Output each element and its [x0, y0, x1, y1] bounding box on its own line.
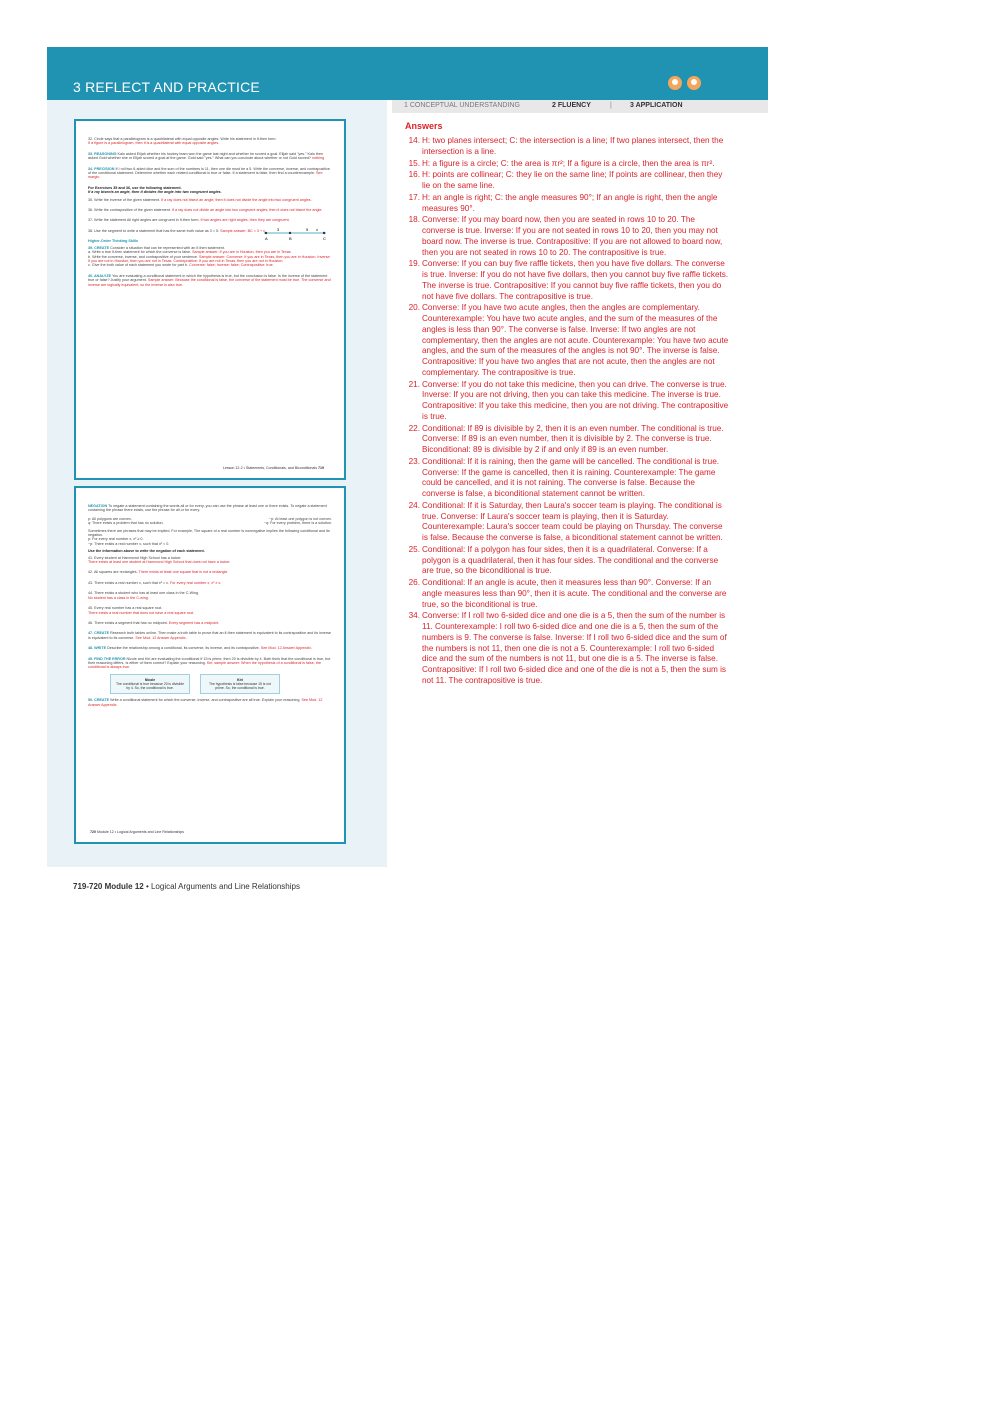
page-720-number: 720: [90, 830, 96, 834]
answer-text: H: an angle is right; C: the angle measures 90°; If an angle is right, then the angle measures 90°.: [422, 192, 720, 213]
q49-text: Nicole and Kiri are evaluating the conditional If 15 is prime, then 20 is divisible by 4. Both think that the conditional is true, but their reasoning differs. Is either of them correct? Explain your reasoning.: [88, 656, 331, 665]
hots-heading: Higher-Order Thinking Skills: [88, 239, 138, 244]
exercise-statement: If a ray bisects an angle, then it divides the angle into two congruent angles.: [88, 190, 222, 195]
q48-answer: See Mod. 12 Answer Appendix.: [260, 646, 313, 651]
q35-text: 35. Write the inverse of the given statement.: [88, 197, 161, 202]
answer-text: Converse: If you may board now, then you are seated in rows 10 to 20. The converse is true. Inverse: If you are not seated in rows 10 to 20, then you may not board now. The inverse is true. Contrapositive: If you are not allowed to board now, then you are not seated in rows 10 to 20. The contrapositive is true.: [422, 215, 725, 257]
negation-heading: Use the information above to write the negation of each statement.: [88, 549, 205, 554]
q43-text: 43. There exists a real number x, such that x² = x.: [88, 580, 169, 585]
page-720-footer-text: Module 12 • Logical Arguments and Line Relationships: [97, 830, 184, 834]
header-icons: [668, 76, 701, 90]
answer-item: [405, 611, 730, 686]
answer-text: Converse: If I roll two 6-sided dice and one die is a 5, then the sum of the number is 11. Counterexample: I roll two 6-sided dice and one die is a 5, then the sum of the numbers is 9. The converse is false. Inverse: If I roll two 6-sided dice and the sum of the numbers is not 11, then one die is not a 5. Counterexample: I roll two 6-sided dice and the sum of the numbers is not 11, but one die is a 5. The inverse is false. Contrapositive: If I roll two 6-sided dice and one of the die is not a 5, then the sum is not 11. The contrapositive is true.: [422, 611, 730, 685]
q-statement: q: There exists a problem that has no solution.: [88, 521, 164, 526]
tab-fluency[interactable]: 2 FLUENCY: [552, 102, 591, 109]
question-41: [88, 556, 332, 565]
q42-answer: There exists at least one square that is not a rectangle.: [138, 570, 229, 575]
q44-text: 44. There exists a student who has at least one class in the C-Wing.: [88, 591, 200, 596]
q50-text: Write a conditional statement for which the converse, inverse, and contrapositive are all true. Explain your reasoning.: [110, 698, 301, 703]
question-46: [88, 621, 332, 625]
not-p-statement: ~p: At least one polygon is not convex.: [268, 516, 332, 521]
nicole-text: The conditional is true because 20 is divisible by 4. So, the conditional is true.: [115, 681, 185, 691]
question-43: [88, 581, 332, 585]
q37-answer: If two angles are right angles, then they are congruent.: [200, 218, 290, 223]
q39-label: 39. CREATE: [88, 245, 110, 250]
q48-label: 48. WRITE: [88, 646, 107, 651]
q38-answer: Sample answer: BC = 3 + x: [220, 228, 266, 233]
not-p2-statement: ~p: There exists a real number x, such that x² < 0.: [88, 541, 170, 546]
answer-number: 26.: [408, 578, 420, 587]
q39a-answer: Sample answer: If you are in Houston, then you are in Texas.: [192, 250, 292, 255]
question-47: [88, 631, 332, 640]
q49-answer: Kiri; sample answer: When the hypothesis of a conditional is false, the conditional is always true.: [88, 660, 321, 670]
answer-text: Converse: If you have two acute angles, then the angles are complementary. Counterexample: You have two acute angles, and the sum of the measures of the angles is less than 90°. The converse is false. Inverse: If two angles are not complementary, then the angles are not acute. Counterexample: You have two acute angles, and the sum of the measures of the angles is not 90°. The inverse is false. Contrapositive: If you have two angles that are not acute, then the angles are not complementary. The contrapositive is true.: [422, 303, 731, 377]
seg-label-x: x: [316, 226, 318, 232]
q45-text: 45. Every real number has a real square root.: [88, 606, 163, 611]
q44-answer: No student has a class in the C-wing.: [88, 595, 149, 600]
answer-number: 15.: [408, 158, 420, 168]
q46-answer: Every segment has a midpoint.: [168, 620, 220, 625]
seg-label-c: C: [323, 235, 326, 241]
q42-text: 42. All squares are rectangles.: [88, 570, 138, 575]
answer-item: [405, 545, 730, 577]
q47-answer: See Mod. 12 Answer Appendix.: [135, 635, 187, 640]
answer-text: H: points are collinear; C: they lie on the same line; If points are collinear, then they lie on the same line.: [422, 170, 725, 190]
not-q-statement: ~q: For every problem, there is a solution.: [263, 521, 332, 526]
answer-text: H: a figure is a circle; C: the area is πr²; If a figure is a circle, then the area is πr².: [422, 158, 715, 168]
answer-item: [405, 424, 730, 456]
q47-label: 47. CREATE: [88, 631, 110, 636]
q47-text: Research truth tables online. Then make a truth table to prove that an if-then statement is equivalent to its contrapositive and its inverse is equivalent to its converse.: [88, 631, 331, 640]
question-34: [88, 167, 332, 180]
find-error-panels: [110, 674, 332, 695]
question-49: [88, 657, 332, 670]
answer-number: 23.: [408, 456, 420, 466]
practice-tabs: [392, 100, 768, 113]
kiri-title: Kiri: [237, 677, 243, 682]
q50-label: 50. CREATE: [88, 698, 110, 703]
seg-label-3: 3: [277, 226, 280, 232]
negation-note: Sometimes there are phrases that may be implied. For example, The square of a real number is nonnegative implies the following conditional and its negation.: [88, 528, 330, 538]
p-statement: p: All polygons are convex.: [88, 516, 132, 521]
answer-text: Conditional: If it is raining, then the game will be cancelled. The conditional is true. Converse: If the game is cancelled, then it is raining. Counterexample: The game could be cancelled, and it is not raining. The converse is false. Because the converse is false, a biconditional statement cannot be written.: [422, 456, 722, 498]
seg-label-b: B: [289, 235, 292, 241]
q39c-answer: Converse: false; Inverse: false; Contrapositive: true.: [189, 263, 274, 268]
question-42: [88, 570, 332, 574]
answer-item: [405, 457, 730, 500]
q41-answer: There exists at least one student at Hammond High School that does not have a locker.: [88, 560, 231, 565]
q33-answer: nothing: [312, 156, 325, 161]
nicole-panel: [110, 674, 190, 695]
q49-label: 49. FIND THE ERROR: [88, 656, 126, 661]
q40-label: 40. ANALYZE: [88, 273, 112, 278]
page-719-footer-text: Lesson 12-2 • Statements, Conditionals, and Biconditionals: [222, 466, 317, 470]
page-720-content: [88, 504, 332, 713]
question-45: [88, 606, 332, 615]
question-48: [88, 646, 332, 650]
q40-text: You are evaluating a conditional statement in which the hypothesis is true, but the conclusion is false. Is the inverse of the statement true or false? Justify your argument.: [88, 273, 328, 283]
page-720-thumbnail: [74, 486, 346, 844]
answer-number: 24.: [408, 500, 420, 510]
answer-text: Conditional: If 89 is divisible by 2, then it is an even number. The conditional is true. Converse: If 89 is an even number, then it is divisible by 2. The converse is true. Biconditional: 89 is divisible by 2 if and only if 89 is an even number.: [422, 423, 726, 454]
page-719-footer: [223, 466, 324, 470]
q34-answer: See margin.: [88, 171, 323, 180]
answer-text: Conditional: If a polygon has four sides, then it is a quadrilateral. Converse: If a polygon is a quadrilateral, then it has four sides. The conditional and the converse are true, so the biconditional is true.: [422, 544, 721, 576]
answers-heading: Answers: [405, 121, 443, 131]
question-35: [88, 198, 332, 202]
q35-answer: If a ray does not bisect an angle, then it does not divide the angle into two congruent angles.: [161, 197, 312, 202]
tab-application[interactable]: 3 APPLICATION: [630, 102, 683, 109]
answer-number: 22.: [408, 423, 420, 433]
footer-module: Module 12: [104, 882, 144, 891]
seg-label-5: 5: [306, 226, 309, 232]
page-719-number: 719: [318, 466, 324, 470]
answers-list: [405, 136, 730, 688]
section-title: 3 REFLECT AND PRACTICE: [73, 79, 260, 95]
q41-text: 41. Every student at Hammond High School has a locker.: [88, 555, 182, 560]
answer-item: [405, 136, 730, 158]
answer-number: 20.: [408, 303, 420, 313]
q33-label: 33. REASONING: [88, 151, 117, 156]
q39c-text: c. Give the truth value of each statement you wrote for part b.: [88, 263, 189, 268]
answer-number: 25.: [408, 544, 420, 554]
question-38: [88, 226, 332, 241]
question-32: [88, 137, 332, 146]
q46-text: 46. There exists a segment that has no midpoint.: [88, 620, 168, 625]
tab-conceptual-understanding[interactable]: 1 CONCEPTUAL UNDERSTANDING: [404, 102, 520, 109]
answer-item: [405, 159, 730, 170]
q32-answer: If a figure is a parallelogram, then it is a quadrilateral with equal opposite angles.: [88, 141, 220, 146]
group-icon: [687, 76, 701, 90]
q48-text: Describe the relationship among a conditional, its converse, its inverse, and its contrapositive.: [107, 646, 260, 651]
seg-label-a: A: [265, 235, 268, 241]
answer-text: Conditional: If an angle is acute, then it measures less than 90°. Converse: If an angle measures less than 90°, then it is acute. The conditional and the converse are true, so the biconditional is true.: [422, 578, 729, 609]
q34-label: 34. PRECISION: [88, 166, 115, 171]
q43-answer: For every real number x, x² ≠ x.: [170, 580, 222, 585]
question-33: [88, 152, 332, 161]
negation-intro: To negate a statement containing the words all or for every, you can use the phrase at least one or there exists. To negate a statement containing the phrase there exists, use the phrase for all or for every.: [88, 504, 327, 513]
q39-text: Consider a situation that can be represented with an if-then statement.: [110, 245, 225, 250]
q39a-text: a. Write a true if-then statement for which the converse is false.: [88, 250, 192, 255]
p2-statement: p: For every real number x, x² ≥ 0.: [88, 537, 144, 542]
question-50: [88, 698, 332, 707]
page-footer: [73, 882, 300, 891]
q40-answer: Sample answer: Because the conditional is false, the converse of the statement must be true. The converse and inverse are logically equivalent, so the inverse is also true.: [88, 278, 331, 287]
kiri-text: The hypothesis is false because 15 is not prime. So, the conditional is true.: [208, 681, 271, 691]
q34-text: If I roll two 6-sided dice and the sum of the numbers is 11, then one die must be a 5. Write the converse, inverse, and contrapositive of the conditional statement. Determine whether each related conditional is true or false. If a statement is false, then find a counterexample.: [88, 166, 330, 176]
answer-text: Converse: If you can buy five raffle tickets, then you have five dollars. The converse is true. Inverse: If you do not have five dollars, then you cannot buy five raffle tickets. The inverse is true. Contrapositive: If you cannot buy five raffle tickets, then you do not have five dollars. The contrapositive is true.: [422, 259, 731, 301]
person-icon: [668, 76, 682, 90]
q45-answer: There exists a real number that does not have a real square root.: [88, 610, 195, 615]
answer-item: [405, 170, 730, 192]
exercise-heading: For Exercises 35 and 36, use the following statement.: [88, 185, 182, 190]
tab-separator: |: [610, 102, 612, 109]
answer-number: 19.: [408, 259, 420, 269]
answer-number: 14.: [408, 136, 420, 145]
question-37: [88, 218, 332, 222]
footer-page-range: 719-720: [73, 882, 103, 891]
q39b-text: b. Write the converse, inverse, and contrapositive of your sentence.: [88, 254, 198, 259]
q32-text: 32. Circle says that a parallelogram is a quadrilateral with equal opposite angles. Write his statement in if-then form.: [88, 137, 277, 141]
page-719-content: [88, 137, 332, 293]
q39b-answer: Sample answer: Converse: If you are in Texas, then you are in Houston. Inverse: If you are not in Houston, then you are not in Texas. Contrapositive: If you are not in Texas, then you are not in Houston.: [88, 254, 331, 263]
q33-text: Kalo asked Elijah whether his hockey team won the game last night and whether he scored a goal. Elijah said "yes." Kalo then asked Gold whether she or Elijah scored a goal at the game. Gold said "yes." What can you conclude about whether or not Gold scored?: [88, 151, 324, 161]
q38-text: 38. Use the segment to write a statement that has the same truth value as 3 = 5.: [88, 228, 220, 233]
answer-item: [405, 193, 730, 215]
answer-text: Converse: If you do not take this medicine, then you can drive. The converse is true. Inverse: If you are not driving, then you can take this medicine. The inverse is true. Contrapositive: If you take this medicine, then you are not driving. The contrapositive is true.: [422, 379, 731, 421]
q37-text: 37. Write the statement All right angles are congruent in if-then form.: [88, 218, 200, 223]
answer-number: 34.: [408, 611, 420, 621]
answer-item: [405, 303, 730, 378]
page-720-footer: [90, 830, 184, 834]
answer-item: [405, 501, 730, 544]
answer-number: 16.: [408, 170, 420, 180]
answer-item: [405, 380, 730, 423]
answer-item: [405, 215, 730, 258]
q50-answer: See Mod. 12 Answer Appendix.: [88, 698, 323, 707]
negation-label: NEGATION: [88, 504, 108, 508]
answer-item: [405, 259, 730, 302]
question-40: [88, 274, 332, 287]
answer-item: [405, 578, 730, 610]
footer-title: • Logical Arguments and Line Relationships: [145, 882, 300, 891]
question-44: [88, 591, 332, 600]
answer-text: Conditional: If it is Saturday, then Laura's soccer team is playing. The conditional is true. Converse: If Laura's soccer team is playing, then it is Saturday. Counterexample: Laura's soccer team could be playing on Thursday. The converse is false. Because the converse is false, a biconditional statement cannot be written.: [422, 500, 725, 542]
kiri-panel: [200, 674, 280, 695]
q36-text: 36. Write the contrapositive of the given statement.: [88, 208, 171, 213]
answer-number: 17.: [408, 192, 420, 202]
answer-number: 21.: [408, 379, 420, 389]
answer-number: 18.: [408, 215, 420, 225]
answer-text: H: two planes intersect; C: the intersection is a line; If two planes intersect, then the intersection is a line.: [422, 136, 726, 156]
page-719-thumbnail: [74, 119, 346, 480]
question-36: [88, 208, 332, 212]
q36-answer: If a ray does not divide an angle into two congruent angles, then it does not bisect the angle.: [171, 208, 323, 213]
nicole-title: Nicole: [144, 677, 156, 682]
segment-diagram: [260, 227, 330, 241]
question-39: [88, 246, 332, 268]
